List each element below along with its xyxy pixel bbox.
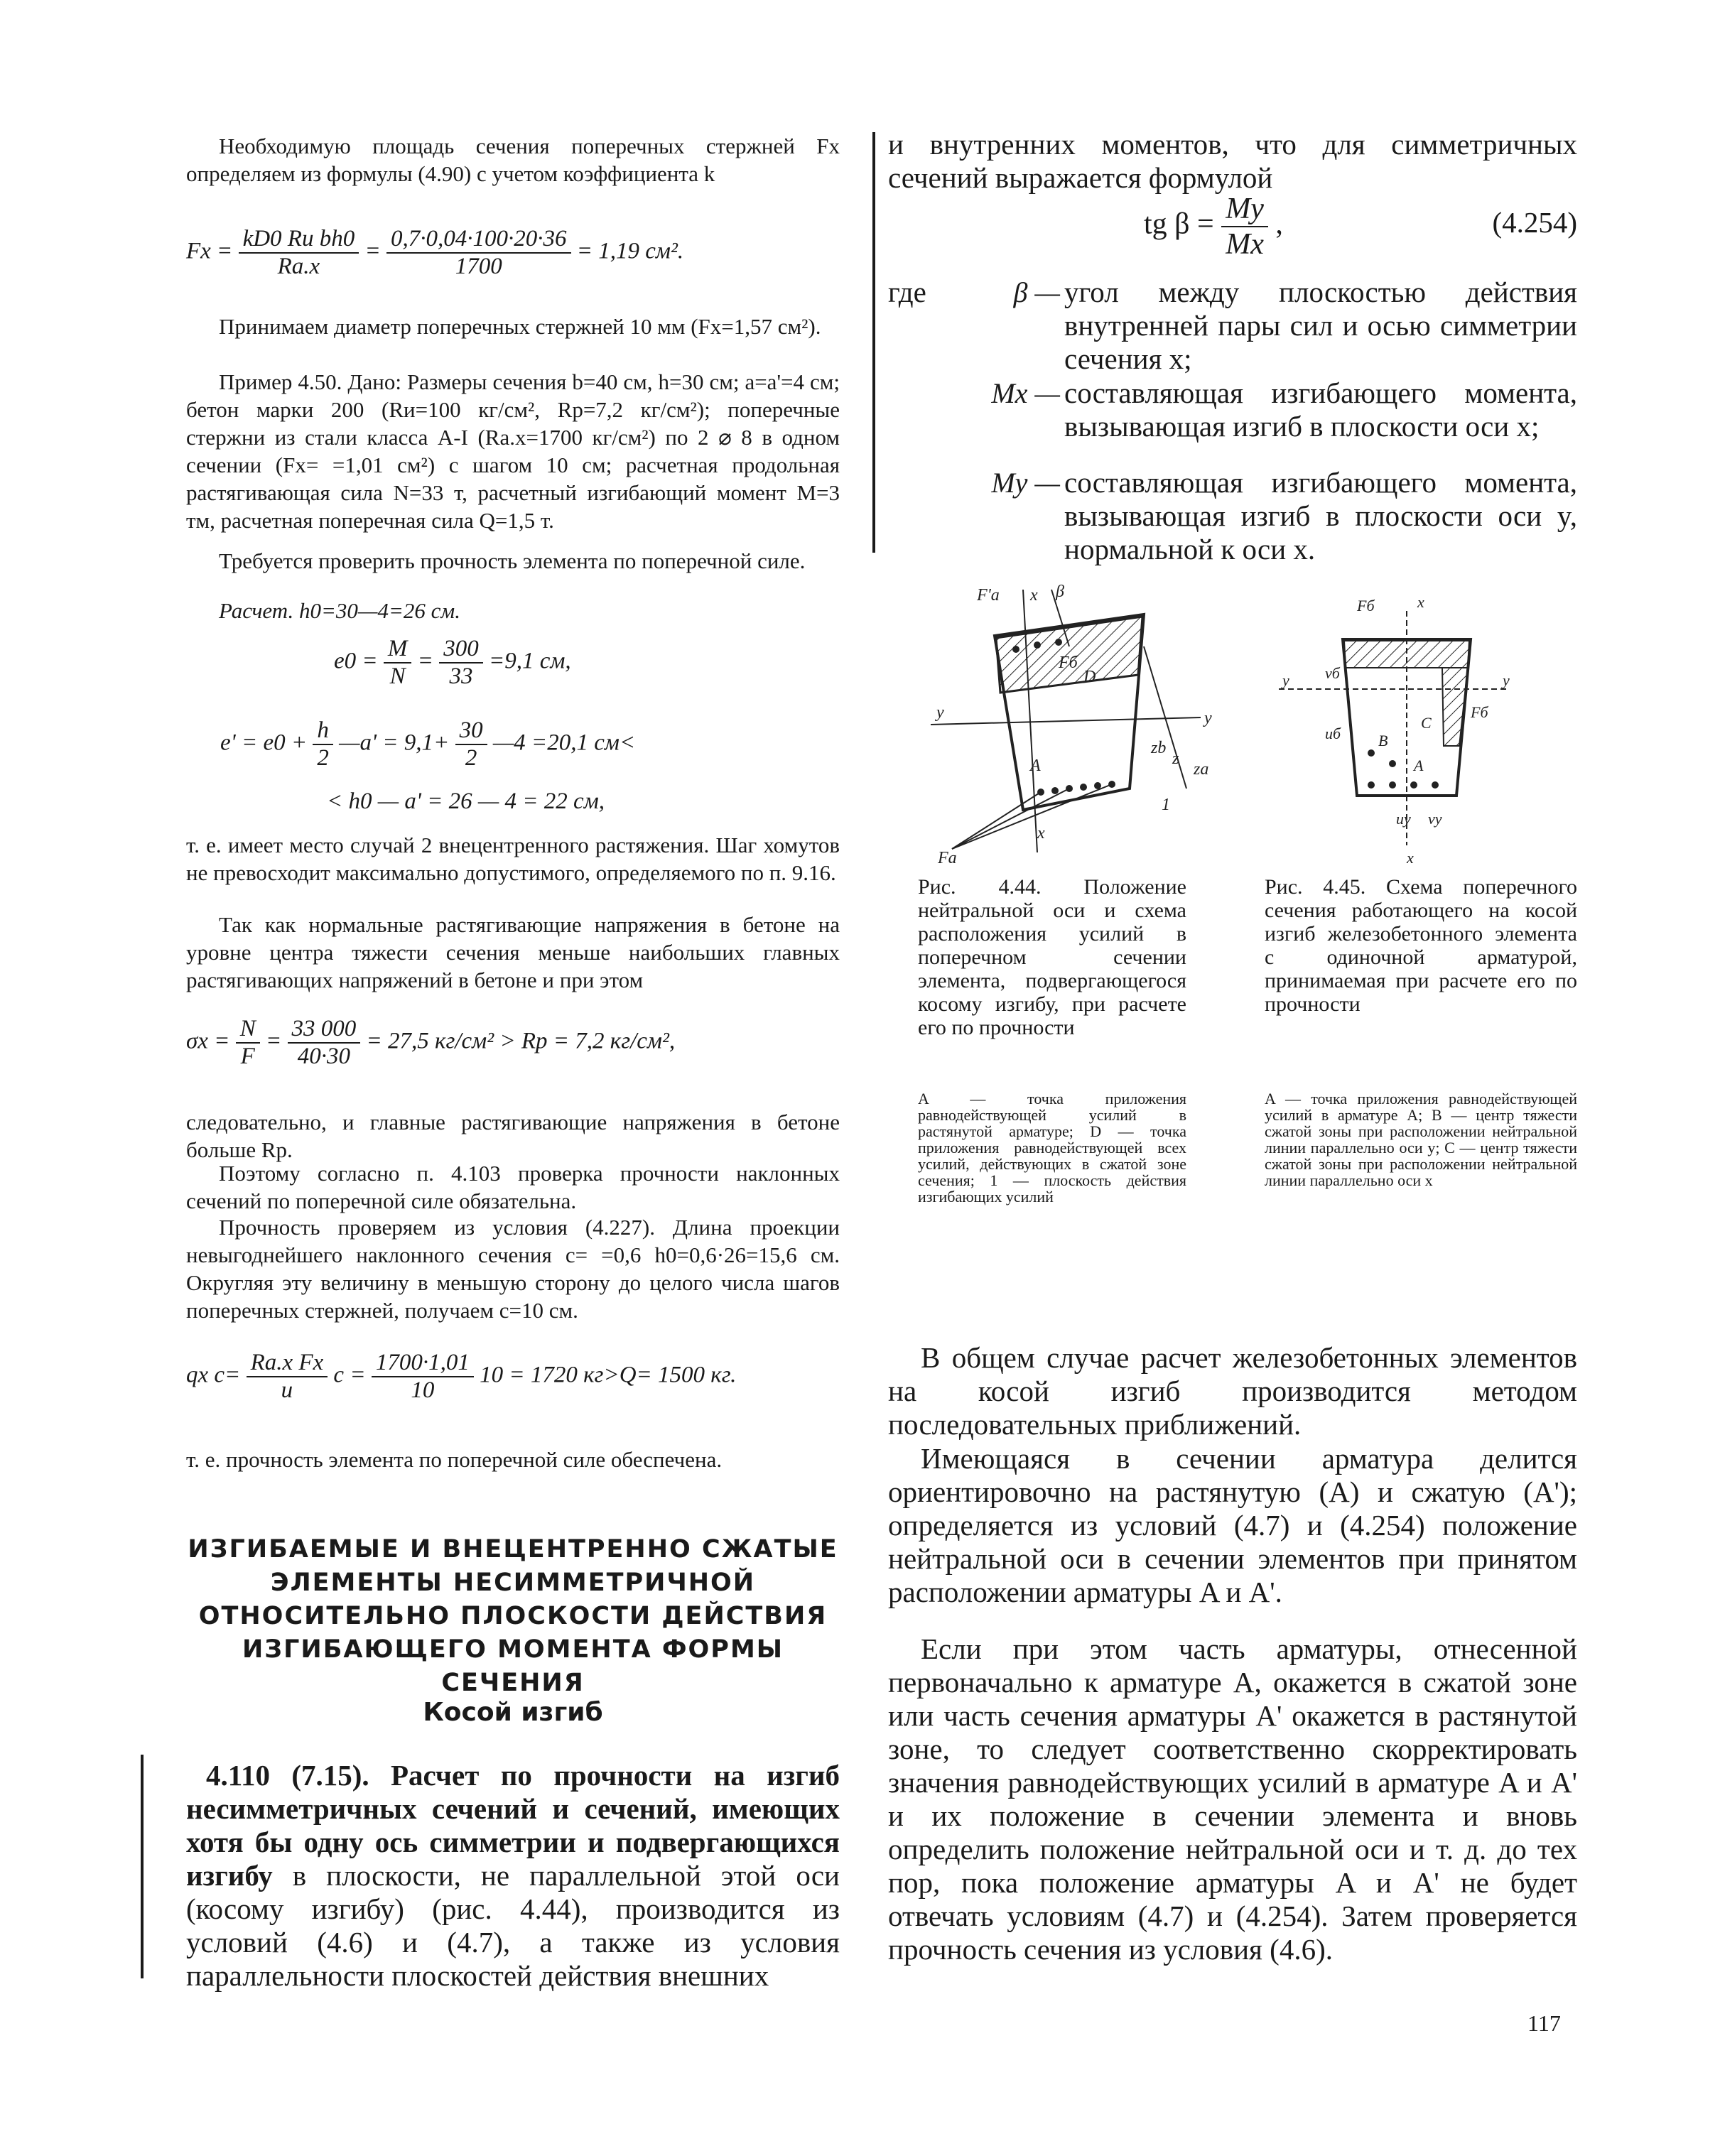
clause-text: в плоскости, не параллельной этой оси (косому изгибу) (рис. 4.44), производится из условий (4.6) и (4.7), а также из условия параллельности плоскостей действия внешних	[186, 1859, 840, 1992]
formula-fx-num1: kD0 Rи bh0	[239, 226, 359, 254]
label-one: 1	[1162, 796, 1170, 814]
left-paragraph-1: Необходимую площадь сечения поперечных стержней Fx определяем из формулы (4.90) с учетом коэффициента k	[186, 134, 840, 186]
formula-sigma-lhs: σx =	[186, 1028, 230, 1054]
formula-qx-num1: Ra.x Fx	[247, 1350, 328, 1377]
formula-e-prime-lhs: e' = e0 +	[220, 730, 308, 756]
label-x-top-2: x	[1417, 593, 1424, 611]
left-paragraph-6: т. е. имеет место случай 2 внецентренного растяжения. Шаг хомутов не превосходит максимально допустимого, определяемого по п. 9.16.	[186, 833, 840, 885]
formula-fx-num2: 0,7·0,04·100·20·36	[386, 226, 571, 254]
def-my-symbol: My —	[991, 467, 1060, 499]
formula-fx: Fx = $\frac{\text{kD0 Rи bh0}}{Ra.x}$ = $\frac{0,7\cdot 0,04\cdot 100\cdot 20\cdot 36}{1700}$ = 1,19 см².	[186, 226, 684, 279]
fa-leaders	[952, 784, 1112, 849]
right-paragraph-1: и внутренних моментов, что для симметричных сечений выражается формулой	[888, 128, 1577, 194]
label-fb-side: Fб	[1471, 703, 1488, 721]
formula-e-prime	[220, 717, 845, 796]
label-z: z	[1172, 749, 1179, 768]
figure-4-45-caption: Рис. 4.45. Схема поперечного сечения работающего на косой изгиб железобетонного элемента с одиночной арматурой, принимаемая при расчете его по прочности	[1265, 875, 1577, 1016]
left-paragraph-11: т. е. прочность элемента по поперечной силе обеспечена.	[186, 1447, 723, 1472]
formula-tg-beta-num: My	[1221, 192, 1268, 227]
formula-e-prime-den2: 2	[465, 745, 477, 771]
formula-sigma: σx = $\frac{N}{F}$ = $\frac{33 000}{40\cdot 30}$ = 27,5 кг/см² > Rр = 7,2 кг/см²,	[186, 1016, 676, 1069]
label-uy: uy	[1396, 810, 1411, 828]
label-beta: β	[1056, 583, 1064, 601]
example-4-50: Пример 4.50. Дано: Размеры сечения b=40 см, h=30 см; a=a'=4 см; бетон марки 200 (Rи=100 кг/см², Rр=7,2 кг/см²); поперечные стержни из стали класса A-I (Ra.x=1700 кг/см²) по 2 ⌀ 8 в одном сечении (Fx= =1,01 см²) с шагом 10 см; расчетная продольная растягивающая сила N=33 т, расчетный изгибающий момент M=3 тм, расчетная поперечная сила Q=1,5 т.	[186, 369, 840, 533]
formula-qx-den2: 10	[411, 1377, 435, 1403]
label-fa: Fa	[938, 849, 957, 867]
left-paragraph-10: Прочность проверяем из условия (4.227). Длина проекции невыгоднейшего наклонного сечения c= =0,6 h0=0,6·26=15,6 см. Округляя эту величину в меньшую сторону до целого числа шагов поперечных стержней, получаем c=10 см.	[186, 1215, 840, 1323]
figure-4-44-note: A — точка приложения равнодействующей усилий в растянутой арматуре; D — точка приложения равнодействующей всех усилий, действующих в сжатой зоне сечения; 1 — плоскость действия изгибающих усилий	[918, 1090, 1186, 1206]
label-fa-top: F'a	[977, 586, 1000, 605]
paragraph-4-110	[186, 1759, 840, 1993]
formula-e0-den2: 33	[449, 663, 473, 689]
label-y-left-2: y	[1282, 671, 1289, 689]
page-number: 117	[1527, 2010, 1561, 2036]
formula-sigma-den2: 40·30	[297, 1044, 350, 1069]
clause-bold-text: Расчет по прочности на изгиб несимметричных сечений и сечений, имеющих хотя бы одну ось симметрии и подвергающихся изгибу	[186, 1759, 840, 1892]
label-a: A	[1030, 757, 1041, 775]
label-fb-top: Fб	[1357, 597, 1375, 614]
formula-fx-den1: Ra.x	[277, 254, 320, 279]
rebar-dots-2	[1368, 749, 1439, 789]
def-mx: составляющая изгибающего момента, вызывающая изгиб в плоскости оси x;	[1064, 377, 1577, 443]
formula-qx-num2: 1700·1,01	[372, 1350, 474, 1377]
formula-e0-num1: M	[384, 636, 412, 663]
formula-qx-lhs: qx c=	[186, 1362, 241, 1388]
formula-qx-rhs: 10 = 1720 кг>Q= 1500 кг.	[480, 1362, 737, 1388]
formula-e-prime-line2: < h0 — a' = 26 — 4 = 22 см,	[327, 789, 605, 814]
margin-bar-left	[141, 1755, 144, 1978]
label-y-right: y	[1204, 709, 1212, 727]
label-za: za	[1194, 760, 1209, 779]
formula-sigma-num2: 33 000	[288, 1016, 361, 1044]
figure-4-44	[916, 575, 1229, 867]
label-d: D	[1083, 668, 1096, 686]
label-y-right-2: y	[1503, 671, 1510, 689]
formula-qx-den1: u	[281, 1377, 293, 1403]
label-c: C	[1421, 714, 1432, 732]
left-paragraph-7: Так как нормальные растягивающие напряжения в бетоне на уровне центра тяжести сечения меньше наибольших главных растягивающих напряжений в бетоне и при этом	[186, 912, 840, 992]
right-paragraph-2: В общем случае расчет железобетонных элементов на косой изгиб производится методом последовательных приближений.	[888, 1341, 1577, 1441]
figure-4-45-note: A — точка приложения равнодействующей усилий в арматуре A; B — центр тяжести сжатой зоны при расположении нейтральной линии параллельно оси y; C — центр тяжести сжатой зоны при расположении нейтральной линии параллельно оси x	[1265, 1090, 1577, 1189]
formula-e-prime-num2: 30	[455, 717, 487, 745]
label-x-bottom-2: x	[1407, 849, 1414, 867]
def-beta: угол между плоскостью действия внутренней пары сил и осью симметрии сечения x;	[1064, 276, 1577, 375]
margin-bar-right	[872, 132, 875, 553]
subsection-heading: Косой изгиб	[423, 1698, 603, 1727]
formula-tg-beta-den: Mx	[1226, 228, 1264, 261]
formula-e0-den1: N	[389, 663, 406, 689]
formula-e0-rhs: =9,1 см,	[488, 648, 571, 674]
formula-qx-mid: c =	[333, 1362, 366, 1388]
formula-fx-lhs: Fx =	[186, 238, 233, 264]
section-heading: ИЗГИБАЕМЫЕ И ВНЕЦЕНТРЕННО СЖАТЫЕ ЭЛЕМЕНТЫ НЕСИММЕТРИЧНОЙ ОТНОСИТЕЛЬНО ПЛОСКОСТИ ДЕЙСТВИЯ ИЗГИБАЮЩЕГО МОМЕНТА ФОРМЫ СЕЧЕНИЯ	[188, 1535, 838, 1697]
left-paragraph-4: Требуется проверить прочность элемента по поперечной силе.	[219, 548, 806, 573]
right-paragraph-4: Если при этом часть арматуры, отнесенной первоначально к арматуре A, окажется в сжатой зоне или часть сечения арматуры A' окажется в растянутой зоне, то следует соответственно скорректировать значения равнодействующих усилий в арматуре A и A' и их положение в сечении элемента и вновь определить положение нейтральной оси и т. д. до тех пор, пока положение арматуры A и A' не будет отвечать условиям (4.7) и (4.254). Затем проверяется прочность сечения из условия (4.6).	[888, 1632, 1577, 1966]
formula-e-prime-rhs: —4 =20,1 см<	[492, 730, 636, 756]
figure-4-44-caption: Рис. 4.44. Положение нейтральной оси и схема расположения усилий в поперечном сечении элемента, подвергающегося косому изгибу, при расчете его по прочности	[918, 875, 1186, 1039]
label-a-2: A	[1414, 757, 1424, 774]
section-outline	[995, 614, 1144, 810]
def-beta-symbol: β —	[1013, 276, 1060, 308]
formula-sigma-num1: N	[236, 1016, 260, 1044]
formula-fx-den2: 1700	[455, 254, 502, 279]
def-my: составляющая изгибающего момента, вызывающая изгиб в плоскости оси y, нормальной к оси x.	[1064, 466, 1577, 565]
label-x-top: x	[1030, 586, 1038, 605]
figure-4-45	[1257, 583, 1527, 867]
left-paragraph-5: Расчет. h0=30—4=26 см.	[219, 598, 460, 623]
formula-e-prime-den1: 2	[317, 745, 329, 771]
formula-fx-rhs: = 1,19 см².	[576, 238, 684, 264]
formula-tg-beta: tg β = $\frac{My}{Mx}$ ,	[1144, 193, 1283, 261]
formula-e-prime-mid: —a' = 9,1+	[339, 730, 450, 756]
formula-e0-num2: 300	[439, 636, 483, 663]
label-ub: uб	[1325, 725, 1341, 742]
equation-number: (4.254)	[1492, 206, 1577, 239]
label-b: B	[1378, 732, 1388, 749]
formula-qx	[186, 1350, 847, 1428]
formula-sigma-rhs: = 27,5 кг/см² > Rр = 7,2 кг/см²,	[366, 1028, 676, 1054]
where-label: где	[888, 276, 926, 308]
formula-tg-beta-lhs: tg β =	[1144, 207, 1214, 241]
left-paragraph-9: Поэтому согласно п. 4.103 проверка прочности наклонных сечений по поперечной силе обязательна.	[186, 1161, 840, 1213]
label-vb: vб	[1325, 664, 1340, 682]
label-vy: vy	[1428, 810, 1442, 828]
axis-y	[931, 717, 1201, 725]
label-zb: zb	[1151, 739, 1167, 757]
label-y-left: y	[936, 703, 944, 722]
right-paragraph-3: Имеющаяся в сечении арматура делится ориентировочно на растянутую (A) и сжатую (A'); определяется из условий (4.7) и (4.254) положение нейтральной оси в сечении элементов при принятом расположении арматуры A и A'.	[888, 1442, 1577, 1608]
def-mx-symbol: Mx —	[991, 377, 1060, 409]
formula-e-prime-num1: h	[313, 717, 333, 745]
label-fb: Fб	[1059, 654, 1078, 672]
left-paragraph-2: Принимаем диаметр поперечных стержней 10 мм (Fx=1,57 см²).	[219, 314, 821, 339]
left-paragraph-8: следовательно, и главные растягивающие напряжения в бетоне больше Rр.	[186, 1110, 840, 1162]
label-x-bottom: x	[1037, 824, 1045, 843]
formula-sigma-den1: F	[240, 1044, 255, 1069]
formula-e0-lhs: e0 =	[334, 648, 378, 674]
clause-number: 4.110 (7.15).	[206, 1759, 369, 1792]
formula-e0: e0 = $\frac{M}{N}$ = $\frac{300}{33}$ =9,1 см,	[334, 636, 571, 689]
